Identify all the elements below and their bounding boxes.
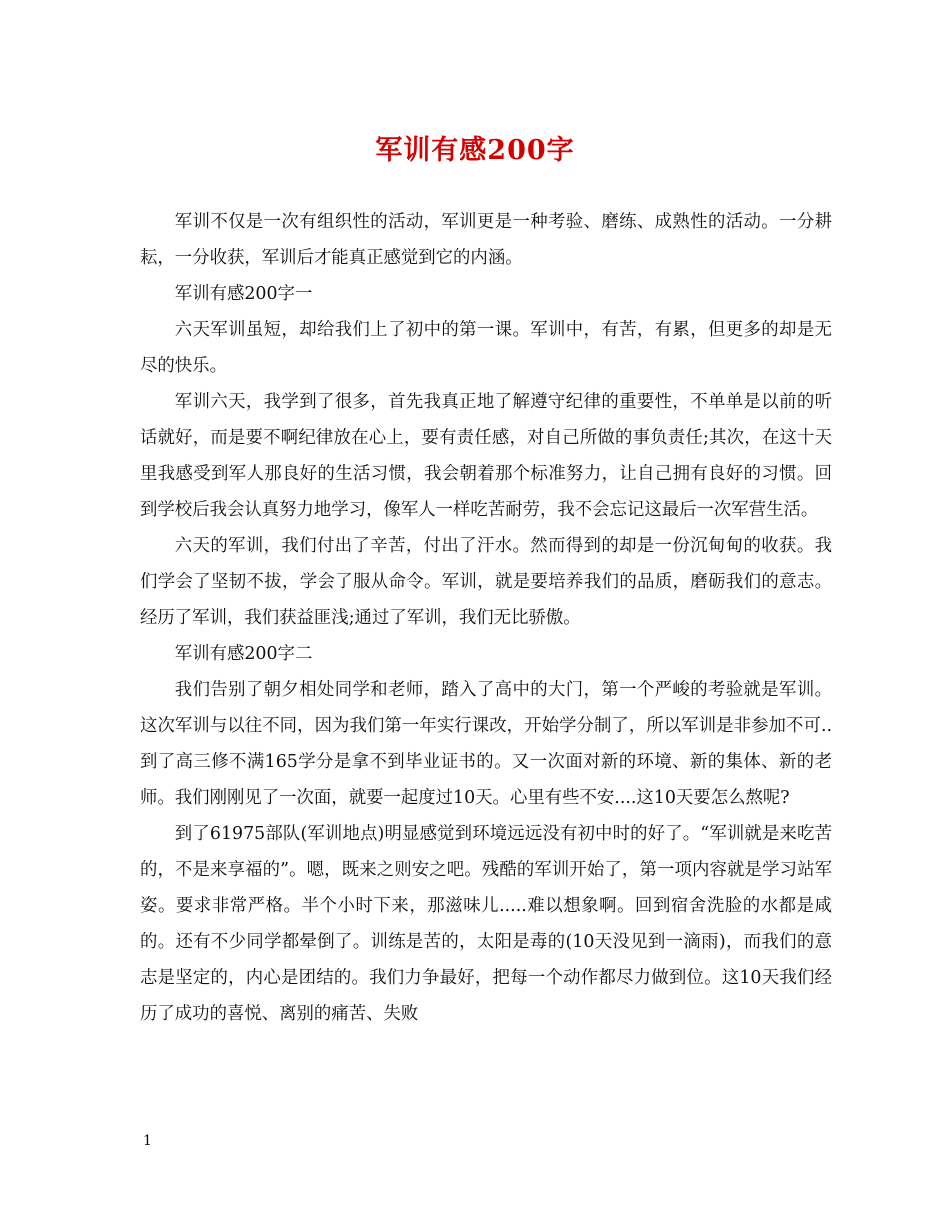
body-paragraph: 军训六天，我学到了很多，首先我真正地了解遵守纪律的重要性，不单单是以前的听话就好，而是要不啊纪律放在心上，要有责任感，对自己所做的事负责任;其次，在这十天里我感受到军人那良好的生活习惯，我会朝着那个标准努力，让自己拥有良好的习惯。回到学校后我会认真努力地学习，像军人一样吃苦耐劳，我不会忘记这最后一次军营生活。: [140, 392, 832, 520]
document-title: 军训有感200字: [375, 135, 575, 166]
section-heading-two: 军训有感200字二: [174, 644, 313, 664]
intro-paragraph: 军训不仅是一次有组织性的活动，军训更是一种考验、磨练、成熟性的活动。一分耕耘，一分收获，军训后才能真正感觉到它的内涵。: [140, 212, 832, 268]
body-paragraph: 六天的军训，我们付出了辛苦，付出了汗水。然而得到的却是一份沉甸甸的收获。我们学会了坚韧不拔，学会了服从命令。军训，就是要培养我们的品质，磨砺我们的意志。经历了军训，我们获益匪浅;通过了军训，我们无比骄傲。: [140, 536, 832, 628]
document-body: [140, 204, 832, 1032]
page-number: 1: [143, 1133, 152, 1149]
body-paragraph: 我们告别了朝夕相处同学和老师，踏入了高中的大门，第一个严峻的考验就是军训。这次军训与以往不同，因为我们第一年实行课改，开始学分制了，所以军训是非参加不可..到了高三修不满165学分是拿不到毕业证书的。又一次面对新的环境、新的集体、新的老师。我们刚刚见了一次面，就要一起度过10天。心里有些不安....这10天要怎么熬呢?: [140, 680, 832, 808]
body-paragraph: 六天军训虽短，却给我们上了初中的第一课。军训中，有苦，有累，但更多的却是无尽的快乐。: [140, 320, 832, 376]
section-heading-one: 军训有感200字一: [174, 284, 313, 304]
body-paragraph: 到了61975部队(军训地点)明显感觉到环境远远没有初中时的好了。“军训就是来吃苦的，不是来享福的”。嗯，既来之则安之吧。残酷的军训开始了，第一项内容就是学习站军姿。要求非常严格。半个小时下来，那滋味儿.....难以想象啊。回到宿舍洗脸的水都是咸的。还有不少同学都晕倒了。训练是苦的，太阳是毒的(10天没见到一滴雨)，而我们的意志是坚定的，内心是团结的。我们力争最好，把每一个动作都尽力做到位。这10天我们经历了成功的喜悦、离别的痛苦、失败: [140, 824, 832, 1024]
